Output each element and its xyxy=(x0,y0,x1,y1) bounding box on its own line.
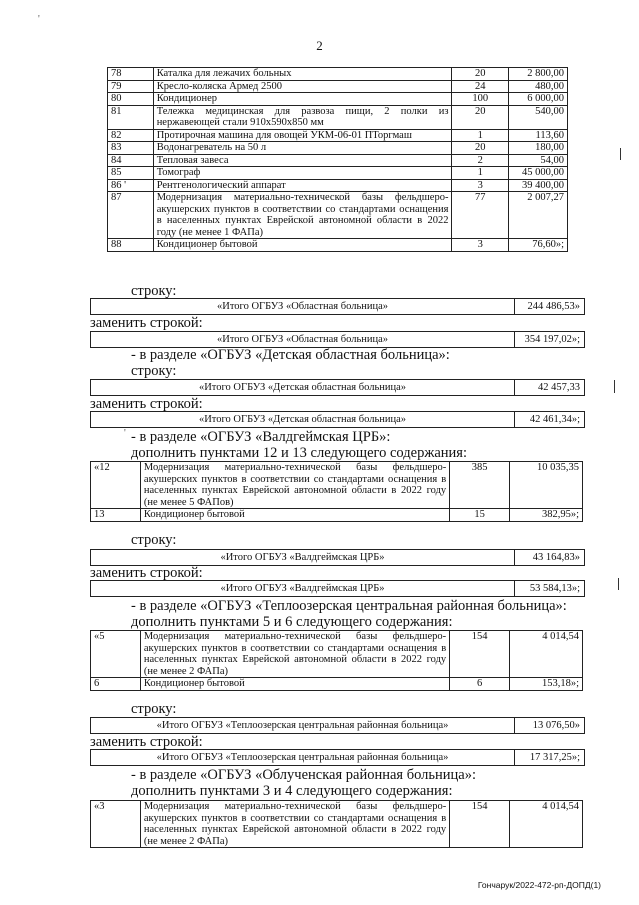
obluchenskaya-items-table xyxy=(90,800,583,848)
row-number: 88 xyxy=(108,239,154,252)
total-row-old-teploozersk xyxy=(90,717,585,734)
stroku-label: строку: xyxy=(131,532,177,548)
valdgeim-items-table xyxy=(90,461,583,522)
document-code: Гончарук/2022-472-рп-ДОПД(1) xyxy=(477,880,601,890)
item-sum: 480,00 xyxy=(508,80,567,93)
table-row xyxy=(108,179,568,192)
item-name: Модернизация материально-технической базы фельдшеро-акушерских пунктов в соответствии со стандартами оснащения в населенных пунктах Еврейской автономной области в 2022 году (не менее 2 ФАПа) xyxy=(140,801,449,848)
item-name: Модернизация материально-технической базы фельдшеро-акушерских пунктов в соответствии со стандартами оснащения в населенных пунктах Еврейской автономной области в 2022 году (не менее 2 ФАПа) xyxy=(140,631,449,678)
item-quantity: 2 xyxy=(452,154,508,167)
total-value: 244 486,53» xyxy=(514,299,584,314)
zamenit-label: заменить строкой: xyxy=(90,734,203,750)
total-value: 13 076,50» xyxy=(514,718,584,733)
item-name: Каталка для лежачих больных xyxy=(153,68,452,81)
total-label: «Итого ОГБУЗ «Детская областная больница» xyxy=(198,382,407,393)
item-quantity: 3 xyxy=(452,179,508,192)
item-quantity: 154 xyxy=(450,801,510,848)
item-sum: 76,60»; xyxy=(508,239,567,252)
item-name: Модернизация материально-технической базы фельдшеро-акушерских пунктов в соответствии со стандартами оснащения в населенных пунктах Еврейской автономной области в 2022 году (не менее 5 ФАПов) xyxy=(140,462,449,509)
row-number: 82 xyxy=(108,129,154,142)
item-name: Кондиционер бытовой xyxy=(153,239,452,252)
item-sum: 4 014,54 xyxy=(510,801,583,848)
item-sum: 54,00 xyxy=(508,154,567,167)
total-row-old-detskaya xyxy=(90,379,585,396)
row-number: 80 xyxy=(108,93,154,106)
items-table-body xyxy=(108,68,568,252)
table-row xyxy=(91,678,583,691)
item-quantity: 20 xyxy=(452,105,508,129)
row-number: 83 xyxy=(108,142,154,155)
zamenit-label: заменить строкой: xyxy=(90,565,203,581)
item-sum: 180,00 xyxy=(508,142,567,155)
item-name: Тепловая завеса xyxy=(153,154,452,167)
stroku-label: строку: xyxy=(131,363,177,379)
total-row-old-valdgeim xyxy=(90,549,585,566)
total-value: 354 197,02»; xyxy=(514,332,584,347)
table-row xyxy=(108,167,568,180)
item-quantity: 100 xyxy=(452,93,508,106)
scan-mark: ' xyxy=(38,14,40,25)
table-row xyxy=(108,239,568,252)
item-quantity: 1 xyxy=(452,167,508,180)
item-quantity: 77 xyxy=(452,192,508,239)
add-items-3-4: дополнить пунктами 3 и 4 следующего содержания: xyxy=(131,783,453,799)
section-detskaya: - в разделе «ОГБУЗ «Детская областная больница»: xyxy=(131,347,450,363)
item-quantity: 6 xyxy=(450,678,510,691)
row-number: 87 xyxy=(108,192,154,239)
total-row-new-valdgeim xyxy=(90,580,585,597)
item-sum: 45 000,00 xyxy=(508,167,567,180)
row-number: 81 xyxy=(108,105,154,129)
table-row xyxy=(108,105,568,129)
item-sum: 153,18»; xyxy=(510,678,583,691)
row-number: 84 xyxy=(108,154,154,167)
section-valdgeim: - в разделе «ОГБУЗ «Валдгеймская ЦРБ»: xyxy=(131,429,391,445)
zamenit-label: заменить строкой: xyxy=(90,396,203,412)
item-quantity: 20 xyxy=(452,142,508,155)
add-items-12-13: дополнить пунктами 12 и 13 следующего содержания: xyxy=(131,445,467,461)
table-row xyxy=(108,142,568,155)
total-value: 43 164,83» xyxy=(514,550,584,565)
table-row xyxy=(108,129,568,142)
scan-artifact xyxy=(620,148,621,160)
item-sum: 10 035,35 xyxy=(510,462,583,509)
item-sum: 6 000,00 xyxy=(508,93,567,106)
total-label: «Итого ОГБУЗ «Теплоозерская центральная районная больница» xyxy=(156,752,449,763)
item-name: Кондиционер xyxy=(153,93,452,106)
item-sum: 4 014,54 xyxy=(510,631,583,678)
item-name: Томограф xyxy=(153,167,452,180)
row-number: 85 xyxy=(108,167,154,180)
total-value: 42 461,34»; xyxy=(514,412,584,427)
row-number: «3 xyxy=(91,801,141,848)
total-value: 42 457,33 xyxy=(514,380,584,395)
table-row xyxy=(108,192,568,239)
item-quantity: 20 xyxy=(452,68,508,81)
scan-mark: ' xyxy=(124,428,126,439)
obluchenskaya-table-body xyxy=(91,801,583,848)
total-row-new-detskaya xyxy=(90,411,585,428)
stroku-label: строку: xyxy=(131,701,177,717)
item-sum: 382,95»; xyxy=(510,509,583,522)
item-quantity: 3 xyxy=(452,239,508,252)
valdgeim-table-body xyxy=(91,462,583,522)
scan-artifact xyxy=(614,380,615,393)
table-row xyxy=(108,93,568,106)
teploozersk-table-body xyxy=(91,631,583,691)
item-quantity: 24 xyxy=(452,80,508,93)
total-label: «Итого ОГБУЗ «Детская областная больница» xyxy=(198,414,407,425)
item-name: Кондиционер бытовой xyxy=(140,678,449,691)
table-row xyxy=(108,68,568,81)
item-sum: 540,00 xyxy=(508,105,567,129)
total-row-new-oblastnaya xyxy=(90,331,585,348)
row-number: «12 xyxy=(91,462,141,509)
item-name: Кондиционер бытовой xyxy=(140,509,449,522)
row-number: 78 xyxy=(108,68,154,81)
total-label: «Итого ОГБУЗ «Теплоозерская центральная районная больница» xyxy=(156,720,449,731)
total-label: «Итого ОГБУЗ «Областная больница» xyxy=(217,301,388,312)
item-sum: 2 800,00 xyxy=(508,68,567,81)
teploozersk-items-table xyxy=(90,630,583,691)
table-row xyxy=(91,462,583,509)
page-number: 2 xyxy=(316,38,323,53)
item-quantity: 154 xyxy=(450,631,510,678)
table-row xyxy=(91,631,583,678)
item-name: Рентгенологический аппарат xyxy=(153,179,452,192)
total-row-old-oblastnaya xyxy=(90,298,585,315)
total-label: «Итого ОГБУЗ «Валдгеймская ЦРБ» xyxy=(220,583,385,594)
item-quantity: 385 xyxy=(450,462,510,509)
row-number: 13 xyxy=(91,509,141,522)
table-row xyxy=(108,154,568,167)
scan-artifact xyxy=(618,578,619,590)
item-name: Водонагреватель на 50 л xyxy=(153,142,452,155)
items-table xyxy=(107,67,568,252)
item-name: Тележка медицинская для развоза пищи, 2 полки из нержавеющей стали 910x590x850 мм xyxy=(153,105,452,129)
item-quantity: 1 xyxy=(452,129,508,142)
row-number: 6 xyxy=(91,678,141,691)
item-name: Протирочная машина для овощей УКМ-06-01 ПТоргмаш xyxy=(153,129,452,142)
row-number: 86 ' xyxy=(108,179,154,192)
add-items-5-6: дополнить пунктами 5 и 6 следующего содержания: xyxy=(131,614,453,630)
total-label: «Итого ОГБУЗ «Валдгеймская ЦРБ» xyxy=(220,552,385,563)
total-value: 53 584,13»; xyxy=(514,581,584,596)
item-sum: 2 007,27 xyxy=(508,192,567,239)
section-obluchenskaya: - в разделе «ОГБУЗ «Облученская районная больница»: xyxy=(131,767,476,783)
stroku-label: строку: xyxy=(131,283,177,299)
total-row-new-teploozersk xyxy=(90,749,585,766)
table-row xyxy=(108,80,568,93)
table-row xyxy=(91,801,583,848)
item-sum: 113,60 xyxy=(508,129,567,142)
item-sum: 39 400,00 xyxy=(508,179,567,192)
item-quantity: 15 xyxy=(450,509,510,522)
row-number: 79 xyxy=(108,80,154,93)
total-value: 17 317,25»; xyxy=(514,750,584,765)
row-number: «5 xyxy=(91,631,141,678)
total-label: «Итого ОГБУЗ «Областная больница» xyxy=(217,334,388,345)
item-name: Кресло-коляска Армед 2500 xyxy=(153,80,452,93)
zamenit-label: заменить строкой: xyxy=(90,315,203,331)
item-name: Модернизация материально-технической базы фельдшеро-акушерских пунктов в соответствии со стандартами оснащения в населенных пунктах Еврейской автономной области в 2022 году (не менее 1 ФАПа) xyxy=(153,192,452,239)
section-teploozersk: - в разделе «ОГБУЗ «Теплоозерская центральная районная больница»: xyxy=(131,598,567,614)
table-row xyxy=(91,509,583,522)
